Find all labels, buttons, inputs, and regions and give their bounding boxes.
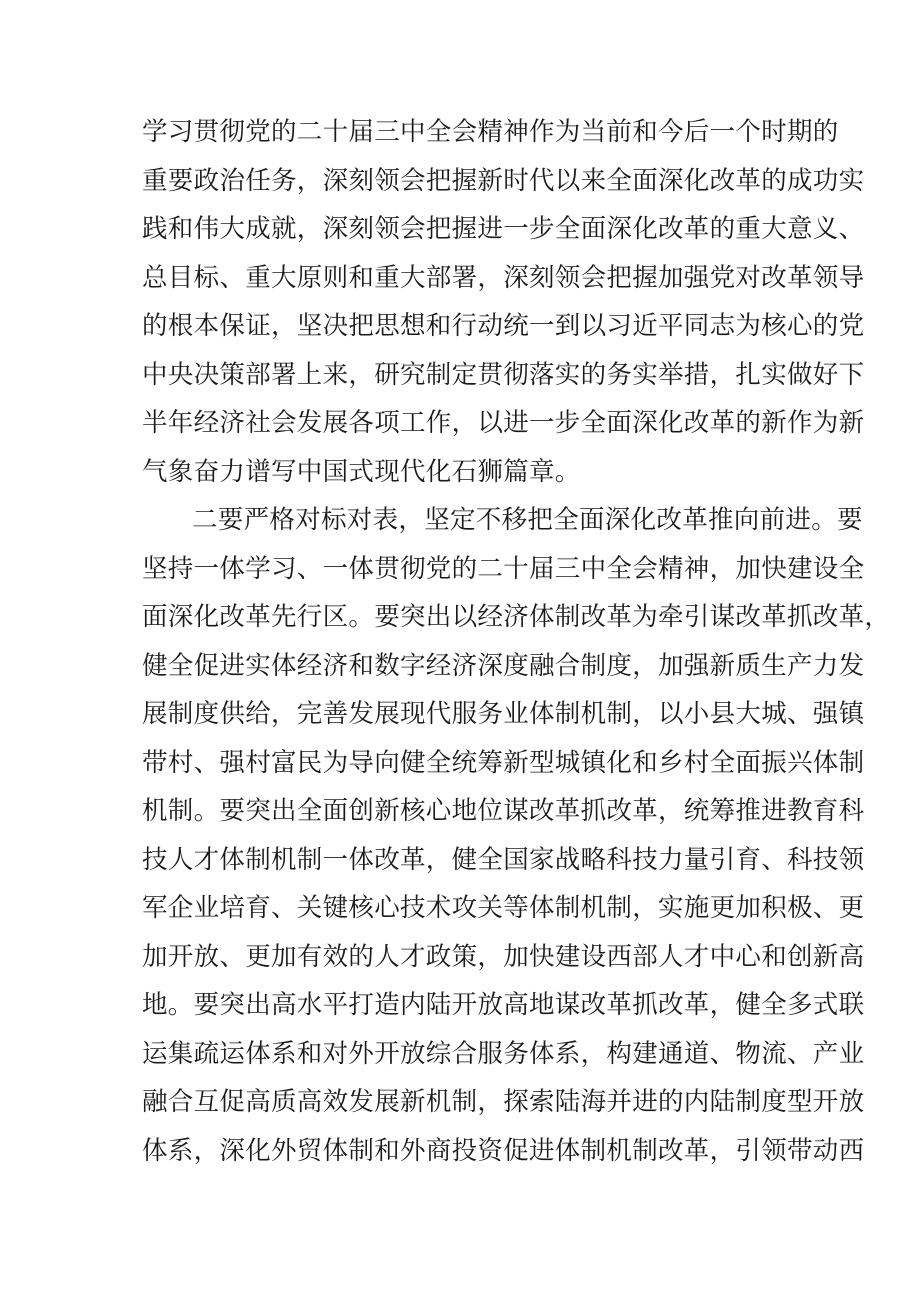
text-line: 机制。要突出全面创新核心地位谋改革抓改革，统筹推进教育科 [142, 796, 865, 826]
paragraph-1 [142, 108, 865, 496]
text-line: 气象奋力谱写中国式现代化石狮篇章。 [142, 456, 581, 487]
text-line: 坚持一体学习、一体贯彻党的二十届三中全会精神，加快建设全 [142, 553, 865, 584]
text-line: 健全促进实体经济和数字经济深度融合制度，加强新质生产力发 [142, 650, 865, 681]
paragraph-2 [142, 496, 891, 1175]
text-line: 技人才体制机制一体改革，健全国家战略科技力量引育、科技领 [142, 844, 865, 875]
text-line: 面深化改革先行区。要突出以经济体制改革为牵引谋改革抓改革， [142, 602, 891, 632]
text-line: 运集疏运体系和对外开放综合服务体系，构建通道、物流、产业 [142, 1038, 865, 1069]
document-page [142, 108, 891, 1175]
text-line: 体系，深化外贸体制和外商投资促进体制机制改革，引领带动西 [142, 1135, 865, 1166]
text-line: 学习贯彻党的二十届三中全会精神作为当前和今后一个时期的 [142, 117, 839, 147]
text-line: 融合互促高质高效发展新机制，探索陆海并进的内陆制度型开放 [142, 1087, 865, 1117]
text-line: 践和伟大成就，深刻领会把握进一步全面深化改革的重大意义、 [142, 214, 865, 244]
text-line: 半年经济社会发展各项工作，以进一步全面深化改革的新作为新 [142, 408, 865, 438]
text-line: 加开放、更加有效的人才政策，加快建设西部人才中心和创新高 [142, 941, 865, 972]
text-line: 军企业培育、关键核心技术攻关等体制机制，实施更加积极、更 [142, 893, 865, 923]
text-line: 带村、强村富民为导向健全统筹新型城镇化和乡村全面振兴体制 [142, 747, 865, 778]
text-line: 二要严格对标对表，坚定不移把全面深化改革推向前进。要 [192, 505, 863, 535]
text-line: 总目标、重大原则和重大部署，深刻领会把握加强党对改革领导 [142, 262, 865, 293]
text-line: 中央决策部署上来，研究制定贯彻落实的务实举措，扎实做好下 [142, 359, 865, 390]
text-line: 展制度供给，完善发展现代服务业体制机制，以小县大城、强镇 [142, 699, 865, 729]
text-line: 地。要突出高水平打造内陆开放高地谋改革抓改革，健全多式联 [142, 990, 865, 1020]
text-line: 的根本保证，坚决把思想和行动统一到以习近平同志为核心的党 [142, 311, 865, 341]
text-line: 重要政治任务，深刻领会把握新时代以来全面深化改革的成功实 [142, 165, 865, 196]
